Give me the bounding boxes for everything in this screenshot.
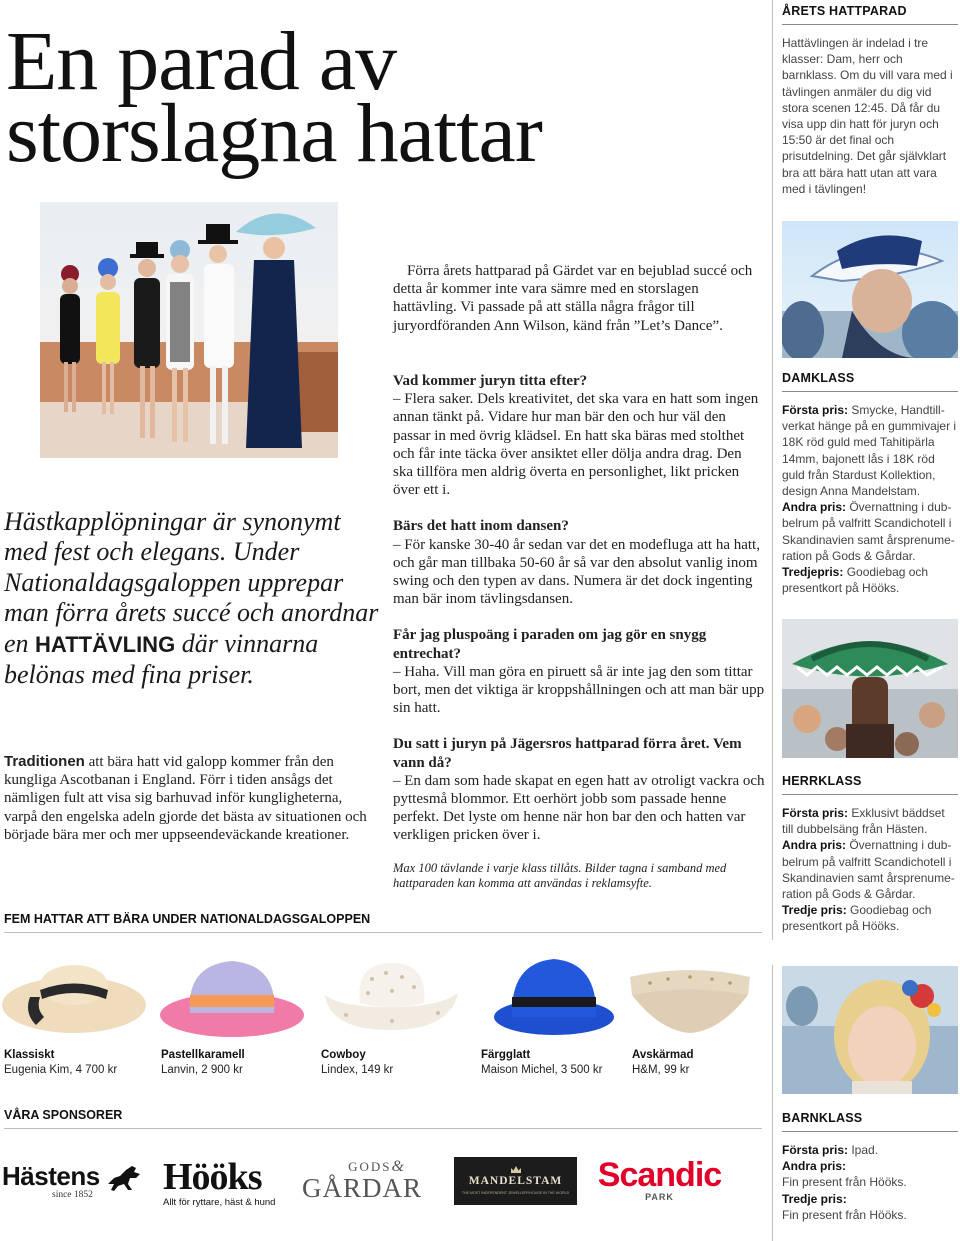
herr-prize-3-label: Tredje pris:	[782, 903, 847, 918]
sponsor-hooks-logo[interactable]	[163, 1158, 278, 1212]
hat-caption-5	[632, 1048, 767, 1078]
hooks-wordmark: Hööks	[163, 1156, 262, 1198]
hat-pastel-icon	[160, 961, 304, 1037]
herrklass-rule	[782, 794, 958, 795]
column-divider	[772, 0, 773, 940]
hat-5-name: Avskärmad	[632, 1049, 694, 1061]
gods-amp: &	[391, 1158, 406, 1175]
herr-prize-2-text: Övernattning i dub-belrum på valfritt Scandichotell i Skandinavien samt årsprenume-ration på Gods & Gårdar.	[782, 838, 955, 902]
sponsor-gods-gardar-logo[interactable]	[302, 1160, 432, 1210]
dam-prize-2-text: Övernattning i dub-belrum på valfritt Scandichotell i Skandinavien samt årsprenume-ration på Gods & Gårdar.	[782, 500, 955, 563]
scandic-park: PARK	[645, 1192, 674, 1202]
parade-text: Hattävlingen är indelad i tre klasser: Dam, herr och barnklass. Om du vill vara med i tävlingen anmäler du dig vid stora scenen 12:45. Då får du visa upp din hatt för juryn och 15:50 är det final och prisutdelning. Det går självklart bra att bära hatt utan att vara med i tävlingen!	[782, 36, 953, 196]
hat-caption-3	[321, 1048, 471, 1078]
mandelstam-wordmark: MANDELSTAM	[468, 1175, 563, 1187]
body-rest: att bära hatt vid galopp kommer från den kungliga Ascotbanan i England. Förr i tiden ansågs det nämligen fult att visa sig barhuvad inför kungligheterna, varpå den engelska adeln gjorde det bästa av situationen och började bära mer och mer uppseendeväckande kreationer.	[4, 754, 367, 843]
pull-quote-highlight: HATTÄVLING	[35, 631, 176, 657]
hat-caption-4	[481, 1048, 631, 1078]
dam-prize-1-text: Smycke, Handtill-verkat hänge på en gummivajer i 18K röd guld med Tahitipärla 14mm, bajonett lås i 18K röd guld från Stardust Kollektion, design Anna Mandelstam.	[782, 403, 957, 499]
qa-2-answer: – För kanske 30-40 år sedan var det en modefluga att ha hatt, och går man tillbaka 50-60 år så var den absolut vanlig inom swing och den typen av dans. Numera är det dock ingenting man bär inom tävlingsdansen.	[393, 536, 760, 608]
barn-prize-1-text: Ipad.	[848, 1143, 879, 1157]
title-line-1: En parad av	[6, 15, 397, 108]
crown-icon	[510, 1165, 522, 1174]
horse-icon	[106, 1164, 142, 1192]
body-text	[4, 753, 374, 844]
herr-prize-2-label: Andra pris:	[782, 838, 847, 853]
hat-5-detail: H&M, 99 kr	[632, 1064, 690, 1076]
herr-prize-1-label: Första pris:	[782, 806, 849, 820]
hat-classic-icon	[2, 965, 146, 1033]
gardar-word: GÅRDAR	[302, 1173, 423, 1203]
qa-1-question: Vad kommer juryn titta efter?	[393, 373, 588, 389]
qa-section	[393, 372, 765, 892]
hat-3-detail: Lindex, 149 kr	[321, 1064, 394, 1076]
herrklass-heading: HERRKLASS	[782, 774, 862, 788]
hat-4-name: Färgglatt	[481, 1049, 531, 1061]
title-line-2: storslagna hattar	[6, 87, 542, 180]
herr-prize-3-text: Goodiebag och presentkort på Hööks.	[782, 903, 932, 934]
hats-heading: FEM HATTAR ATT BÄRA UNDER NATIONALDAGSGALOPPEN	[4, 912, 371, 926]
hat-images-svg	[0, 955, 770, 1045]
hooks-tagline: Allt för ryttare, häst & hund	[163, 1197, 276, 1208]
scandic-wordmark: Scandic	[597, 1156, 722, 1194]
photo-woman-blue-hat	[782, 221, 958, 358]
photo-green-hat-image	[782, 619, 958, 758]
photo-child	[782, 966, 958, 1094]
footnote: Max 100 tävlande i varje klass tillåts. Bilder tagna i samband med hattparaden kan komma att användas i reklamsyfte.	[393, 860, 727, 891]
hastens-wordmark: Hästens	[2, 1161, 100, 1191]
sponsor-scandic-logo[interactable]	[597, 1158, 722, 1208]
pull-quote-part-2: där vinnarna belönas med fina priser.	[4, 628, 319, 690]
parade-heading: ÅRETS HATTPARAD	[782, 4, 907, 18]
hat-1-name: Klassiskt	[4, 1049, 55, 1061]
barnklass-heading: BARNKLASS	[782, 1111, 863, 1125]
barn-prize-3-label: Tredje pris:	[782, 1191, 847, 1206]
herr-prize-1-text: Exklusivt bäddset till dubbelsäng från Hästen.	[782, 806, 945, 837]
qa-3-question: Får jag pluspoäng i paraden om jag gör en snygg entrechat?	[393, 627, 707, 662]
damklass-rule	[782, 391, 958, 392]
dam-prize-3-label: Tredjepris:	[782, 565, 844, 580]
mandelstam-tagline: THE MOST INDEPENDENT JEWELLERYHOUSE IN THE WORLD	[461, 1191, 570, 1195]
hat-2-name: Pastellkaramell	[161, 1049, 245, 1061]
hat-1-detail: Eugenia Kim, 4 700 kr	[4, 1064, 118, 1076]
damklass-prizes	[782, 402, 958, 596]
hat-3-name: Cowboy	[321, 1049, 366, 1061]
barnklass-prizes	[782, 1142, 958, 1223]
hat-2-detail: Lanvin, 2 900 kr	[161, 1064, 243, 1076]
body-lead: Traditionen	[4, 753, 85, 770]
parade-rule	[782, 24, 958, 25]
hastens-since: since 1852	[52, 1190, 93, 1200]
hats-rule	[4, 932, 762, 933]
dam-prize-1-label: Första pris:	[782, 403, 849, 417]
damklass-heading: DAMKLASS	[782, 371, 855, 385]
qa-4-question: Du satt i juryn på Jägersros hattparad förra året. Vem vann då?	[393, 736, 742, 771]
intro-paragraph: Förra årets hattparad på Gärdet var en bejublad succé och detta år kommer inte vara sämre med en storslagen hattävling. Vi passade på att ställa några frågor till juryordföranden Ann Wilson, känd från ”Let’s Dance”.	[393, 263, 753, 334]
gods-gardar-top	[302, 1160, 432, 1174]
barn-prize-3-text: Fin present från Hööks.	[782, 1207, 907, 1222]
barn-prize-2-label: Andra pris:	[782, 1159, 847, 1174]
hat-caption-2	[161, 1048, 311, 1078]
hat-images	[0, 955, 770, 1045]
sponsor-mandelstam-logo[interactable]	[454, 1157, 577, 1205]
photo-hat-parade	[40, 202, 338, 458]
gods-word: GODS	[348, 1159, 392, 1174]
photo-child-image	[782, 966, 958, 1094]
hat-visor-icon	[630, 970, 750, 1033]
barn-prize-2-text: Fin present från Hööks.	[782, 1175, 907, 1190]
column-divider-lower	[772, 965, 773, 1241]
qa-2-question: Bärs det hatt inom dansen?	[393, 518, 569, 535]
photo-hat-parade-image	[40, 202, 338, 458]
dam-prize-3-text: Goodiebag och presentkort på Hööks.	[782, 565, 929, 596]
hat-blue-icon	[494, 959, 614, 1035]
photo-woman-blue-hat-image	[782, 221, 958, 358]
herrklass-prizes	[782, 805, 958, 935]
photo-green-hat	[782, 619, 958, 758]
sponsor-hastens-logo[interactable]	[2, 1162, 147, 1212]
sponsors-heading: VÅRA SPONSORER	[4, 1108, 123, 1122]
sponsors-rule	[4, 1128, 762, 1129]
qa-1-answer: – Flera saker. Dels kreativitet, det ska vara en hatt som ingen annan tänkt på. Vidare hur man bär den och hur väl den passar in med övrig klädsel. En hatt ska bäras med stolthet och får inte täcka över ansiktet eller dölja andra drag. Den ska tillföra men aldrig överta en personlighet, likt pricken över ett i.	[393, 391, 759, 499]
pull-quote-part-1: Hästkapplöpningar är synonymt med fest och elegans. Under Nationaldagsgaloppen upprepar man förra årets succé och anordnar en	[4, 507, 379, 658]
qa-3-answer: – Haha. Vill man göra en piruett så är inte jag den som tittar bort, men det viktiga är kroppshållningen och att man bär upp sin hatt.	[393, 663, 765, 717]
page-title	[6, 15, 646, 180]
pull-quote	[4, 507, 384, 690]
hat-cowboy-icon	[325, 963, 458, 1030]
hat-caption-1	[4, 1048, 154, 1078]
barn-prize-1-label: Första pris:	[782, 1143, 849, 1157]
hat-4-detail: Maison Michel, 3 500 kr	[481, 1064, 603, 1076]
barnklass-rule	[782, 1131, 958, 1132]
qa-4-answer: – En dam som hade skapat en egen hatt av otroligt vackra och pyttesmå blommor. Ett oerhört jobb som passade henne perfekt. Det lyste om henne när hon bar den och hatten var verkligen pricken över i.	[393, 772, 765, 844]
dam-prize-2-label: Andra pris:	[782, 500, 847, 515]
intro-text	[393, 262, 765, 335]
